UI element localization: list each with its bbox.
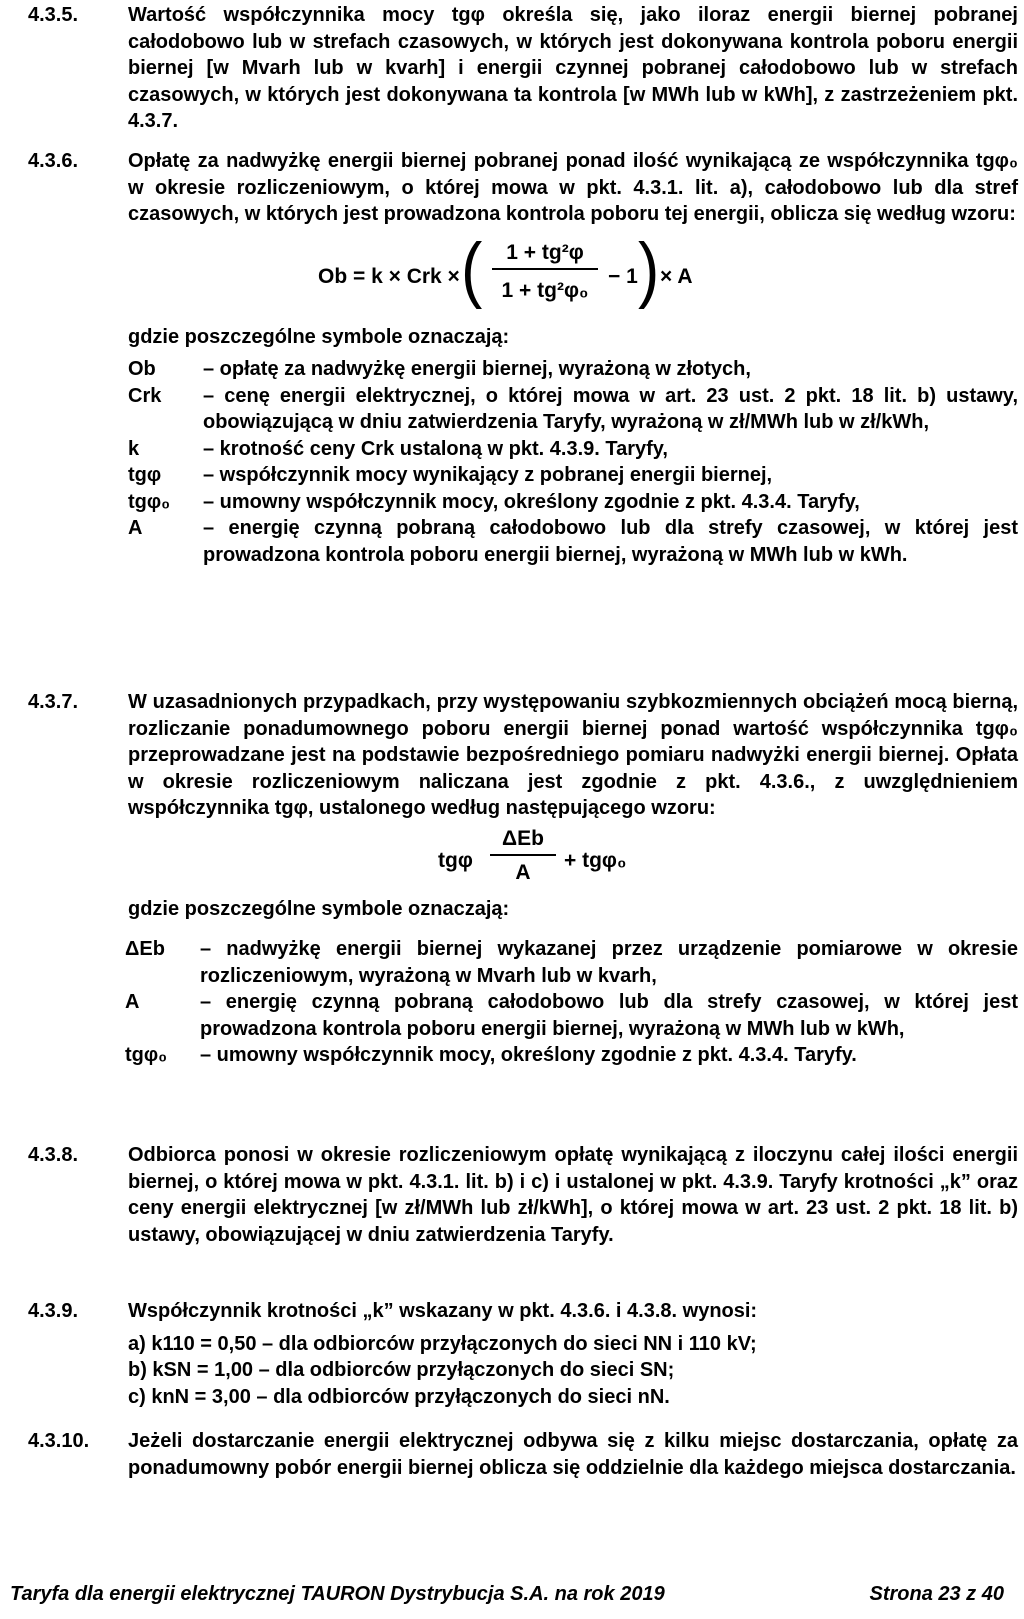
defs-intro: gdzie poszczególne symbole oznaczają: — [128, 325, 510, 348]
definition-symbol: tgφ — [128, 464, 162, 486]
left-paren: ( — [461, 226, 483, 310]
formula-lhs: tgφ — [438, 848, 473, 872]
section-number: 4.3.8. — [28, 1144, 79, 1166]
footer-title: Taryfa dla energii elektrycznej TAURON Dystrybucja S.A. na rok 2019 — [10, 1583, 665, 1605]
right-paren: ) — [638, 226, 660, 310]
fraction-bar — [492, 268, 598, 270]
definition-text: – opłatę za nadwyżkę energii biernej, wyrażoną w złotych, — [203, 358, 751, 380]
definition-symbol: tgφ₀ — [125, 1044, 168, 1066]
section-number: 4.3.7. — [28, 691, 79, 713]
definition-text: – nadwyżkę energii biernej wykazanej przez urządzenie pomiarowe w okresie rozliczeniowym, wyrażoną w Mvarh lub w kvarh, — [200, 938, 1018, 987]
section-text: Jeżeli dostarczanie energii elektrycznej odbywa się z kilku miejsc dostarczania, opłatę za ponadumowny pobór energii biernej oblicza się oddzielnie dla każdego miejsca dostarczania. — [128, 1430, 1018, 1479]
section-number: 4.3.9. — [28, 1300, 79, 1322]
definition — [128, 489, 1018, 516]
definition — [128, 515, 1018, 568]
formula-numerator: ΔEb — [502, 826, 544, 850]
section-text: Współczynnik krotności „k” wskazany w pkt. 4.3.6. i 4.3.8. wynosi: — [128, 1300, 758, 1322]
section-4-3-10 — [28, 1428, 1018, 1481]
definition-symbol: ΔEb — [125, 938, 165, 960]
defs-intro: gdzie poszczególne symbole oznaczają: — [128, 897, 510, 920]
list-item: a) k110 = 0,50 – dla odbiorców przyłączonych do sieci NN i 110 kV; — [128, 1332, 757, 1355]
formula-lhs: Ob = k × Crk × — [318, 264, 460, 288]
definition-text: – umowny współczynnik mocy, określony zgodnie z pkt. 4.3.4. Taryfy. — [200, 1044, 857, 1066]
definition — [128, 462, 1018, 489]
list-item: c) knN = 3,00 – dla odbiorców przyłączonych do sieci nN. — [128, 1385, 670, 1408]
definition-symbol: A — [128, 517, 143, 539]
page-number: Strona 23 z 40 — [869, 1583, 1004, 1605]
formula-ob — [128, 228, 1018, 324]
definition-text: – współczynnik mocy wynikający z pobranej energii biernej, — [203, 464, 773, 486]
section-4-3-8 — [28, 1142, 1018, 1248]
definition — [125, 1042, 1018, 1069]
section-4-3-5 — [28, 2, 1018, 135]
definition-text: – energię czynną pobraną całodobowo lub dla strefy czasowej, w której jest prowadzona kontrola poboru energii biernej, wyrażoną w MWh lub w kWh. — [203, 517, 1018, 566]
definition — [125, 989, 1018, 1042]
definition-text: – umowny współczynnik mocy, określony zgodnie z pkt. 4.3.4. Taryfy, — [203, 490, 860, 513]
section-4-3-6 — [28, 148, 1018, 568]
section-text: W uzasadnionych przypadkach, przy występowaniu szybkozmiennych obciążeń mocą bierną, rozliczanie ponadumownego poboru energii biernej ponad wartość współczynnika tgφ₀ przeprowadzane jest na podstawie bezpośredniego pomiaru nadwyżki energii biernej. Opłata w okresie rozliczeniowym naliczana jest zgodnie z pkt. 4.3.6., z uwzględnieniem współczynnika tgφ, ustalonego według następującego wzoru: — [128, 691, 1018, 819]
formula-denominator: A — [515, 860, 531, 884]
definition-text: – energię czynną pobraną całodobowo lub dla strefy czasowej, w której jest prowadzona kontrola poboru energii biernej, wyrażoną w MWh lub w kWh, — [200, 991, 1018, 1040]
definition — [125, 936, 1018, 989]
definition-symbol: k — [128, 437, 140, 460]
formula-minus-one: − 1 — [608, 264, 638, 288]
section-4-3-7 — [28, 689, 1018, 1069]
section-number: 4.3.5. — [28, 4, 79, 26]
definition-text: – krotność ceny Crk ustaloną w pkt. 4.3.9. Taryfy, — [203, 437, 668, 460]
section-number: 4.3.10. — [28, 1430, 90, 1452]
definition-symbol: tgφ₀ — [128, 490, 171, 513]
fraction-bar — [490, 854, 556, 856]
section-text: Wartość współczynnika mocy tgφ określa się, jako iloraz energii biernej pobranej całodobowo lub w strefach czasowych, w których jest dokonywana kontrola poboru energii biernej [w Mvarh lub w kvarh] i energii czynnej pobranej całodobowo lub w strefach czasowych, w których jest dokonywana ta kontrola [w MWh lub w kWh], z zastrzeżeniem pkt. 4.3.7. — [128, 4, 1018, 132]
section-number: 4.3.6. — [28, 150, 79, 172]
formula-denominator: 1 + tg²φ₀ — [501, 278, 589, 302]
formula-numerator: 1 + tg²φ — [506, 240, 584, 264]
definition-symbol: Crk — [128, 384, 162, 407]
formula-tg — [128, 822, 1018, 896]
definition-symbol: Ob — [128, 358, 156, 380]
section-text: Odbiorca ponosi w okresie rozliczeniowym opłatę wynikającą z iloczynu całej ilości energii biernej, o której mowa w pkt. 4.3.1. lit. b) i c) i ustalonej w pkt. 4.3.9. Taryfy krotności „k” oraz ceny energii elektrycznej [w zł/MWh lub zł/kWh], o której mowa w art. 23 ust. 2 pkt. 18 lit. b) ustawy, obowiązującej w dniu zatwierdzenia Taryfy. — [128, 1144, 1018, 1246]
formula-times-a: × A — [660, 264, 693, 288]
definition-symbol: A — [125, 991, 140, 1013]
section-text: Opłatę za nadwyżkę energii biernej pobranej ponad ilość wynikającą ze współczynnika tgφ₀ w okresie rozliczeniowym, o której mowa w pkt. 4.3.1. lit. a), całodobowo lub dla stref czasowych, w których jest prowadzona kontrola poboru tej energii, oblicza się według wzoru: — [128, 150, 1018, 225]
section-4-3-9 — [28, 1298, 1018, 1410]
list-item: b) kSN = 1,00 – dla odbiorców przyłączonych do sieci SN; — [128, 1359, 675, 1381]
definitions-list — [128, 356, 1018, 568]
definitions-list — [125, 936, 1018, 1069]
definition — [128, 383, 1018, 436]
definition — [128, 436, 1018, 463]
definition — [128, 356, 1018, 383]
formula-rhs: + tgφ₀ — [564, 848, 627, 872]
definition-text: – cenę energii elektrycznej, o której mowa w art. 23 ust. 2 pkt. 18 lit. b) ustawy, obowiązującą w dniu zatwierdzenia Taryfy, wyrażoną w zł/MWh lub w zł/kWh, — [203, 384, 1018, 433]
